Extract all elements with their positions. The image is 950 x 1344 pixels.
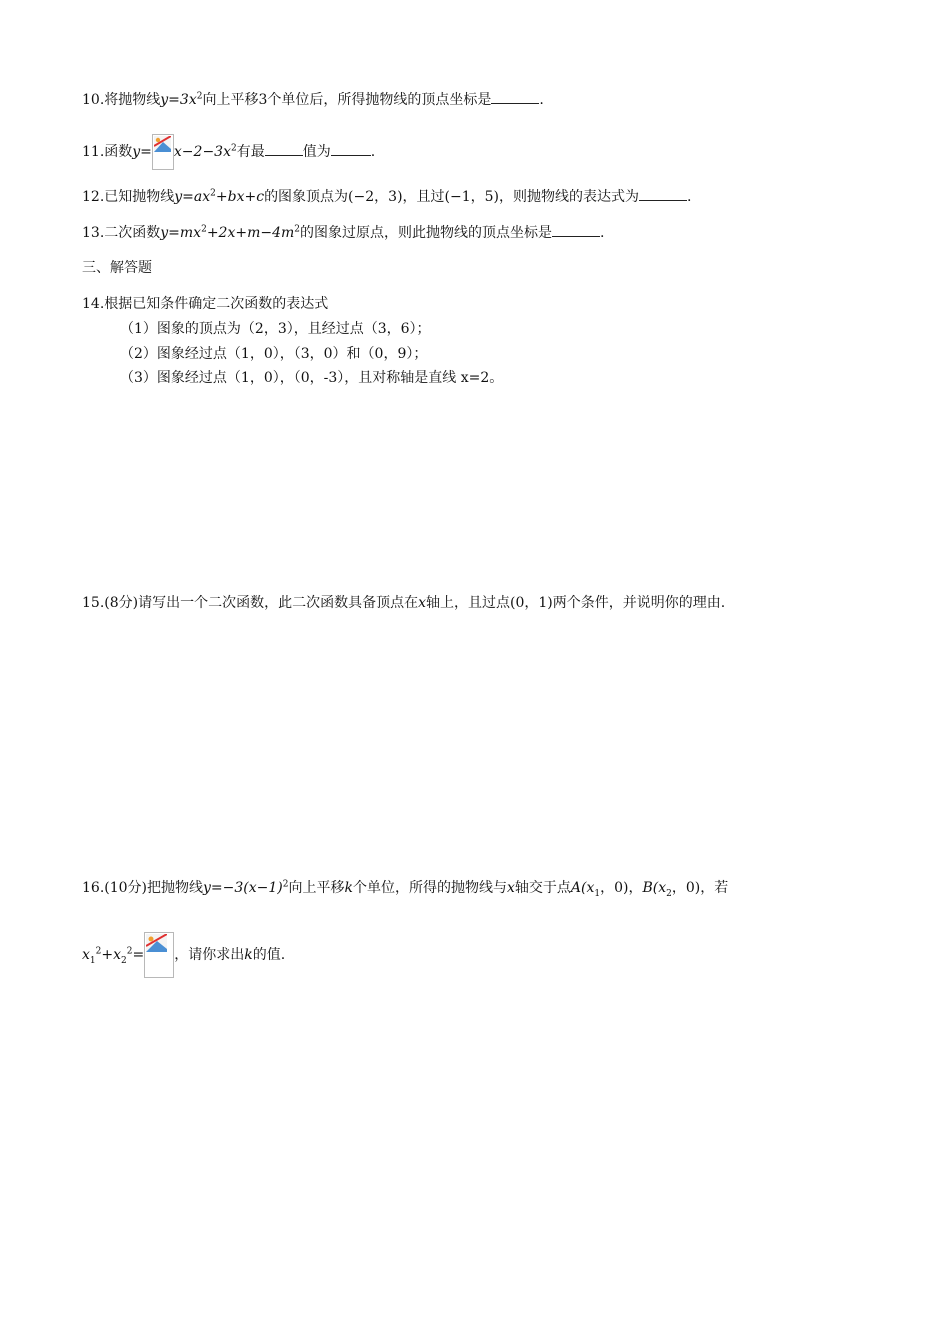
q16-l2-equals: = xyxy=(132,947,145,963)
q11-text-1: 函数 xyxy=(104,144,133,160)
q16-point-a-rest: ，0)， xyxy=(600,880,643,896)
q13-equation-2: +2x+m−4m xyxy=(206,225,295,241)
q16-l2-end: 的值. xyxy=(252,947,286,963)
q12-answer-blank xyxy=(639,186,687,201)
q14-item-1: （1）图象的顶点为（2，3），且经过点（3，6）； xyxy=(120,321,431,337)
q13-text-2: 的图象过原点，则此抛物线的顶点坐标是 xyxy=(300,225,552,241)
q11-end: . xyxy=(370,144,376,160)
q12-text-2: 的图象顶点为(−2，3)，且过(−1，5)，则抛物线的表达式为 xyxy=(264,189,639,205)
q16-l2-x1: x xyxy=(82,947,90,963)
question-15 xyxy=(82,593,725,613)
q16-l2-x2: +x xyxy=(101,947,122,963)
q16-text-1: (10分)把抛物线 xyxy=(104,880,204,896)
q11-equation-1: y= xyxy=(132,144,152,160)
q12-equation-2: +bx+c xyxy=(215,189,265,205)
q16-point-b-x: (x xyxy=(652,880,667,896)
q11-text-3: 值为 xyxy=(302,144,331,160)
q13-exponent-1: 2 xyxy=(201,224,207,235)
q16-l2-exp-2: 2 xyxy=(126,946,133,957)
q11-answer-blank-1 xyxy=(265,141,303,156)
q16-l2-exp-1: 2 xyxy=(95,946,102,957)
q13-number: 13. xyxy=(82,225,105,241)
q11-exponent: 2 xyxy=(230,143,237,154)
question-10 xyxy=(82,89,544,110)
q16-text-4: 轴交于点 xyxy=(514,880,571,896)
q16-point-a: A xyxy=(570,880,581,896)
q15-text-2: 轴上，且过点(0，1)两个条件，并说明你的理由. xyxy=(426,595,726,611)
q10-exponent: 2 xyxy=(196,91,203,102)
q15-variable: x xyxy=(418,595,427,611)
q10-answer-blank xyxy=(491,89,539,104)
q10-end: . xyxy=(539,92,544,108)
q11-equation-2: x−2−3x xyxy=(173,144,231,160)
q12-exponent: 2 xyxy=(210,188,216,199)
broken-image-icon xyxy=(152,134,174,170)
q16-text-2: 向上平移 xyxy=(288,880,345,896)
q11-text-2: 有最 xyxy=(236,144,265,160)
q16-k: k xyxy=(344,880,353,896)
q13-equation-1: y=mx xyxy=(160,225,202,241)
q15-text-1: (8分)请写出一个二次函数，此二次函数具备顶点在 xyxy=(104,595,419,611)
q16-text-3: 个单位，所得的抛物线与 xyxy=(352,880,507,896)
q10-equation: y=3x xyxy=(160,92,197,108)
q16-point-a-x: (x xyxy=(581,880,595,896)
q12-text-1: 已知抛物线 xyxy=(104,189,175,205)
q16-equation: y=−3(x−1) xyxy=(203,880,283,896)
q16-l2-text: ，请你求出 xyxy=(174,947,245,963)
question-12 xyxy=(82,186,691,207)
question-11 xyxy=(82,134,375,170)
q12-equation-1: y=ax xyxy=(174,189,211,205)
q10-number: 10. xyxy=(82,92,105,108)
q12-number: 12. xyxy=(82,189,105,205)
q14-title: 根据已知条件确定二次函数的表达式 xyxy=(104,296,329,312)
q16-number: 16. xyxy=(82,880,105,896)
q16-sub-2: 2 xyxy=(666,888,672,899)
q14-number: 14. xyxy=(82,296,105,312)
q11-answer-blank-2 xyxy=(331,141,371,156)
q13-answer-blank xyxy=(552,222,600,237)
broken-image-icon xyxy=(144,932,174,978)
q16-condition-line xyxy=(82,932,285,978)
q12-end: . xyxy=(687,189,692,205)
q16-point-b-rest: ，0)，若 xyxy=(671,880,729,896)
question-13 xyxy=(82,222,604,243)
q16-exponent: 2 xyxy=(282,879,289,890)
question-14 xyxy=(82,294,328,314)
q13-end: . xyxy=(600,225,605,241)
q10-text-2: 向上平移3个单位后，所得抛物线的顶点坐标是 xyxy=(202,92,492,108)
q16-x: x xyxy=(506,880,515,896)
q13-exponent-2: 2 xyxy=(294,224,300,235)
q11-number: 11. xyxy=(82,144,105,160)
q16-l2-sub-2: 2 xyxy=(121,955,127,966)
q16-sub-1: 1 xyxy=(594,888,601,899)
q14-item-3: （3）图象经过点（1，0），（0，-3），且对称轴是直线 x=2。 xyxy=(120,370,504,386)
section-heading-3: 三、解答题 xyxy=(82,260,152,276)
q13-text-1: 二次函数 xyxy=(104,225,161,241)
q10-text-1: 将抛物线 xyxy=(104,92,161,108)
q14-item-2: （2）图象经过点（1，0），（3，0）和（0，9）； xyxy=(120,346,428,362)
q16-l2-k: k xyxy=(244,947,253,963)
q16-l2-sub-1: 1 xyxy=(89,955,96,966)
q15-number: 15. xyxy=(82,595,105,611)
q16-point-b: B xyxy=(642,880,653,896)
question-16 xyxy=(82,878,728,898)
